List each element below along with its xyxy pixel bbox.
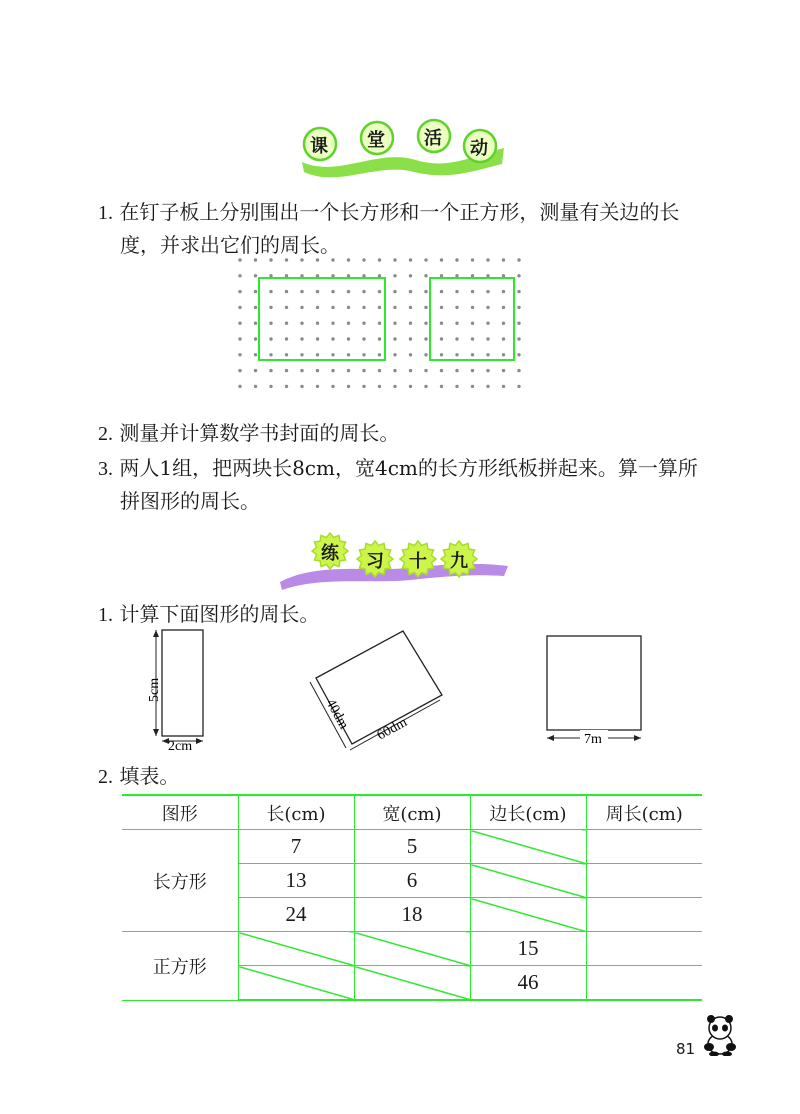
peg-dot	[238, 274, 241, 277]
peg-dot	[393, 274, 396, 277]
peg-dot	[362, 322, 365, 325]
peg-dot	[455, 385, 458, 388]
peg-dot	[393, 322, 396, 325]
shape-square	[540, 630, 650, 746]
peg-dot	[486, 385, 489, 388]
rect-label-cell: 长方形	[122, 830, 238, 932]
peg-dot	[254, 337, 257, 340]
peg-dot	[486, 337, 489, 340]
table-row	[122, 830, 702, 864]
peg-dot	[424, 369, 427, 372]
peg-dot	[269, 274, 272, 277]
width-label: 2cm	[168, 739, 193, 754]
peg-dot	[254, 290, 257, 293]
header-cell: 宽(cm)	[354, 795, 470, 830]
peg-dot	[331, 353, 334, 356]
peg-dot	[347, 306, 350, 309]
peg-dot	[300, 306, 303, 309]
peg-dot	[269, 322, 272, 325]
peg-dot	[285, 322, 288, 325]
peg-dot	[471, 322, 474, 325]
peg-dot	[331, 258, 334, 261]
peg-dot	[486, 290, 489, 293]
activity-item-3	[98, 452, 718, 517]
question-text: 计算下面图形的周长。	[119, 602, 320, 626]
peg-dot	[440, 306, 443, 309]
peg-dot	[362, 306, 365, 309]
peg-board	[230, 252, 540, 394]
side-cell: 15	[470, 932, 586, 966]
peg-dot	[486, 274, 489, 277]
peg-dot	[409, 353, 412, 356]
length-cell: 13	[238, 864, 354, 898]
item-text-line: 两人1组，把两块长8cm，宽4cm的长方形纸板拼起来。算一算所	[119, 456, 698, 480]
peg-dot	[471, 337, 474, 340]
peg-dot	[285, 369, 288, 372]
item-text-line: 度，并求出它们的周长。	[120, 233, 340, 257]
peg-dot	[502, 322, 505, 325]
question-number: 2.	[98, 766, 113, 788]
exercise-char-1: 练	[321, 543, 339, 564]
peg-dot	[347, 369, 350, 372]
peg-dot	[393, 306, 396, 309]
peg-dot	[300, 322, 303, 325]
peg-dot	[300, 369, 303, 372]
peg-dot	[393, 353, 396, 356]
header-cell: 图形	[122, 795, 238, 830]
peg-dot	[424, 322, 427, 325]
peg-dot	[471, 258, 474, 261]
peg-dot	[269, 385, 272, 388]
peg-dot	[331, 385, 334, 388]
item-text-line: 在钉子板上分别围出一个长方形和一个正方形，测量有关边的长	[119, 200, 680, 224]
peg-dot	[316, 369, 319, 372]
peg-dot	[300, 290, 303, 293]
width-cell: 5	[354, 830, 470, 864]
peg-dot	[424, 306, 427, 309]
peg-dot	[393, 258, 396, 261]
table-header-row	[122, 795, 702, 830]
crossed-cell	[238, 932, 354, 966]
peg-dot	[269, 353, 272, 356]
activity-banner	[298, 118, 508, 180]
header-cell: 边长(cm)	[470, 795, 586, 830]
peg-dot	[378, 353, 381, 356]
peg-dot	[455, 337, 458, 340]
peg-dot	[455, 306, 458, 309]
peg-dot	[378, 274, 381, 277]
crossed-cell	[470, 830, 586, 864]
peg-dot	[502, 274, 505, 277]
peg-dot	[409, 258, 412, 261]
item-number: 3.	[98, 458, 113, 480]
perimeter-answer-cell[interactable]	[586, 864, 702, 898]
peg-dot	[409, 306, 412, 309]
peg-dot	[347, 337, 350, 340]
peg-dot	[378, 258, 381, 261]
peg-dot	[285, 353, 288, 356]
peg-dot	[331, 290, 334, 293]
peg-dot	[316, 274, 319, 277]
width-cell: 18	[354, 898, 470, 932]
peg-dot	[347, 258, 350, 261]
peg-dot	[471, 353, 474, 356]
peg-dot	[471, 385, 474, 388]
peg-dot	[238, 322, 241, 325]
peg-dot	[502, 369, 505, 372]
shape-rectangle-2	[300, 626, 460, 752]
peg-dot	[316, 353, 319, 356]
peg-dot	[455, 322, 458, 325]
peg-dot	[486, 369, 489, 372]
peg-dot	[362, 274, 365, 277]
peg-dot	[471, 306, 474, 309]
peg-dot	[300, 385, 303, 388]
exercise-char-3: 十	[409, 551, 427, 572]
peg-dot	[471, 369, 474, 372]
length-cell: 7	[238, 830, 354, 864]
exercise-question-2	[98, 760, 179, 793]
item-text-line: 拼图形的周长。	[120, 489, 260, 513]
item-text-line: 测量并计算数学书封面的周长。	[119, 421, 400, 445]
item-number: 2.	[98, 423, 113, 445]
peg-dot	[362, 290, 365, 293]
peg-dot	[254, 258, 257, 261]
peg-dot	[285, 306, 288, 309]
crossed-cell	[470, 864, 586, 898]
peg-dot	[316, 258, 319, 261]
table-row	[122, 932, 702, 966]
peg-dot	[486, 306, 489, 309]
peg-dot	[424, 385, 427, 388]
peg-dot	[285, 337, 288, 340]
peg-dot	[316, 337, 319, 340]
side-label: 40dm	[322, 696, 352, 732]
peg-dot	[269, 290, 272, 293]
peg-dot	[362, 385, 365, 388]
activity-item-2	[98, 417, 718, 450]
peg-dot	[378, 290, 381, 293]
question-text: 填表。	[119, 764, 180, 788]
peg-dot	[269, 306, 272, 309]
peg-dot	[362, 258, 365, 261]
peg-dot	[502, 385, 505, 388]
side-cell: 46	[470, 966, 586, 1001]
peg-dot	[517, 274, 520, 277]
peg-dot	[331, 369, 334, 372]
long-label: 60dm	[374, 714, 410, 744]
peg-dot	[362, 369, 365, 372]
peg-dot	[393, 385, 396, 388]
peg-dot	[347, 353, 350, 356]
peg-dot	[269, 258, 272, 261]
header-cell: 周长(cm)	[586, 795, 702, 830]
peg-dot	[517, 258, 520, 261]
peg-dot	[517, 369, 520, 372]
peg-dot	[440, 258, 443, 261]
peg-dot	[424, 258, 427, 261]
peg-dot	[409, 290, 412, 293]
peg-dot	[440, 274, 443, 277]
peg-dot	[347, 385, 350, 388]
peg-dot	[378, 322, 381, 325]
peg-dot	[502, 306, 505, 309]
peg-dot	[517, 290, 520, 293]
activity-char-4: 动	[470, 138, 488, 159]
peg-dot	[471, 290, 474, 293]
peg-dot	[409, 385, 412, 388]
peg-dot	[254, 369, 257, 372]
peg-dot	[347, 290, 350, 293]
peg-dot	[393, 290, 396, 293]
peg-dot	[455, 274, 458, 277]
activity-char-2: 堂	[367, 130, 385, 151]
peg-dot	[254, 385, 257, 388]
peg-dot	[517, 322, 520, 325]
peg-dot	[378, 385, 381, 388]
crossed-cell	[354, 932, 470, 966]
peg-dot	[486, 322, 489, 325]
header-cell: 长(cm)	[238, 795, 354, 830]
perimeter-answer-cell[interactable]	[586, 898, 702, 932]
peg-dot	[455, 258, 458, 261]
peg-dot	[316, 322, 319, 325]
peg-dot	[285, 290, 288, 293]
peg-dot	[517, 306, 520, 309]
peg-dot	[269, 337, 272, 340]
length-cell: 24	[238, 898, 354, 932]
peg-dot	[409, 274, 412, 277]
peg-dot	[238, 290, 241, 293]
peg-dot	[300, 353, 303, 356]
peg-dot	[238, 258, 241, 261]
peg-dot	[238, 369, 241, 372]
page-number: 81	[676, 1040, 696, 1058]
peg-dot	[238, 385, 241, 388]
shape-rectangle-1	[140, 624, 220, 754]
peg-dot	[300, 337, 303, 340]
crossed-cell	[238, 966, 354, 1001]
peg-dot	[316, 290, 319, 293]
peg-dot	[378, 337, 381, 340]
peg-dot	[455, 290, 458, 293]
peg-dot	[409, 369, 412, 372]
peg-dot	[517, 353, 520, 356]
peg-dot	[424, 337, 427, 340]
side-label: 7m	[584, 732, 602, 746]
peg-dot	[471, 274, 474, 277]
peg-dot	[347, 322, 350, 325]
peg-dot	[362, 353, 365, 356]
peg-dot	[254, 306, 257, 309]
panda-icon	[702, 1014, 738, 1056]
peg-dot	[238, 337, 241, 340]
peg-dot	[254, 353, 257, 356]
exercise-char-2: 习	[366, 551, 384, 572]
exercise-banner	[278, 532, 510, 592]
peg-dot	[455, 369, 458, 372]
peg-dot	[502, 290, 505, 293]
peg-dot	[502, 258, 505, 261]
crossed-cell	[470, 898, 586, 932]
peg-dot	[502, 337, 505, 340]
peg-dot	[517, 337, 520, 340]
perimeter-answer-cell[interactable]	[586, 966, 702, 1001]
perimeter-answer-cell[interactable]	[586, 932, 702, 966]
peg-dot	[424, 353, 427, 356]
item-number: 1.	[98, 202, 113, 224]
peg-dot	[502, 353, 505, 356]
peg-dot	[254, 274, 257, 277]
activity-char-3: 活	[424, 128, 442, 149]
width-cell: 6	[354, 864, 470, 898]
peg-dot	[440, 385, 443, 388]
peg-dot	[440, 337, 443, 340]
peg-dot	[300, 274, 303, 277]
peg-dot	[362, 337, 365, 340]
peg-dot	[316, 385, 319, 388]
question-number: 1.	[98, 604, 113, 626]
peg-dot	[285, 385, 288, 388]
peg-dot	[238, 353, 241, 356]
peg-dot	[409, 337, 412, 340]
peg-dot	[517, 385, 520, 388]
peg-dot	[455, 353, 458, 356]
fill-table	[122, 794, 702, 1001]
peg-dot	[409, 322, 412, 325]
peg-dot	[393, 369, 396, 372]
peg-dot	[331, 322, 334, 325]
exercise-char-4: 九	[450, 551, 468, 572]
peg-rectangle	[259, 278, 385, 360]
peg-dot	[440, 290, 443, 293]
peg-dot	[486, 353, 489, 356]
peg-dot	[424, 274, 427, 277]
peg-dot	[300, 258, 303, 261]
peg-dot	[440, 353, 443, 356]
height-label: 5cm	[147, 677, 162, 702]
peg-dot	[486, 258, 489, 261]
peg-dot	[331, 337, 334, 340]
peg-dot	[254, 322, 257, 325]
peg-dot	[285, 258, 288, 261]
peg-dot	[331, 306, 334, 309]
peg-dot	[238, 306, 241, 309]
peg-dot	[347, 274, 350, 277]
peg-dot	[378, 306, 381, 309]
peg-dot	[440, 369, 443, 372]
activity-char-1: 课	[310, 136, 328, 157]
peg-dot	[440, 322, 443, 325]
peg-dot	[331, 274, 334, 277]
peg-dot	[285, 274, 288, 277]
peg-dot	[269, 369, 272, 372]
exercise-banner-art	[278, 532, 510, 592]
peg-dot	[424, 290, 427, 293]
perimeter-answer-cell[interactable]	[586, 830, 702, 864]
crossed-cell	[354, 966, 470, 1001]
square-label-cell: 正方形	[122, 932, 238, 1001]
peg-dot	[378, 369, 381, 372]
peg-dot	[316, 306, 319, 309]
peg-dot	[393, 337, 396, 340]
